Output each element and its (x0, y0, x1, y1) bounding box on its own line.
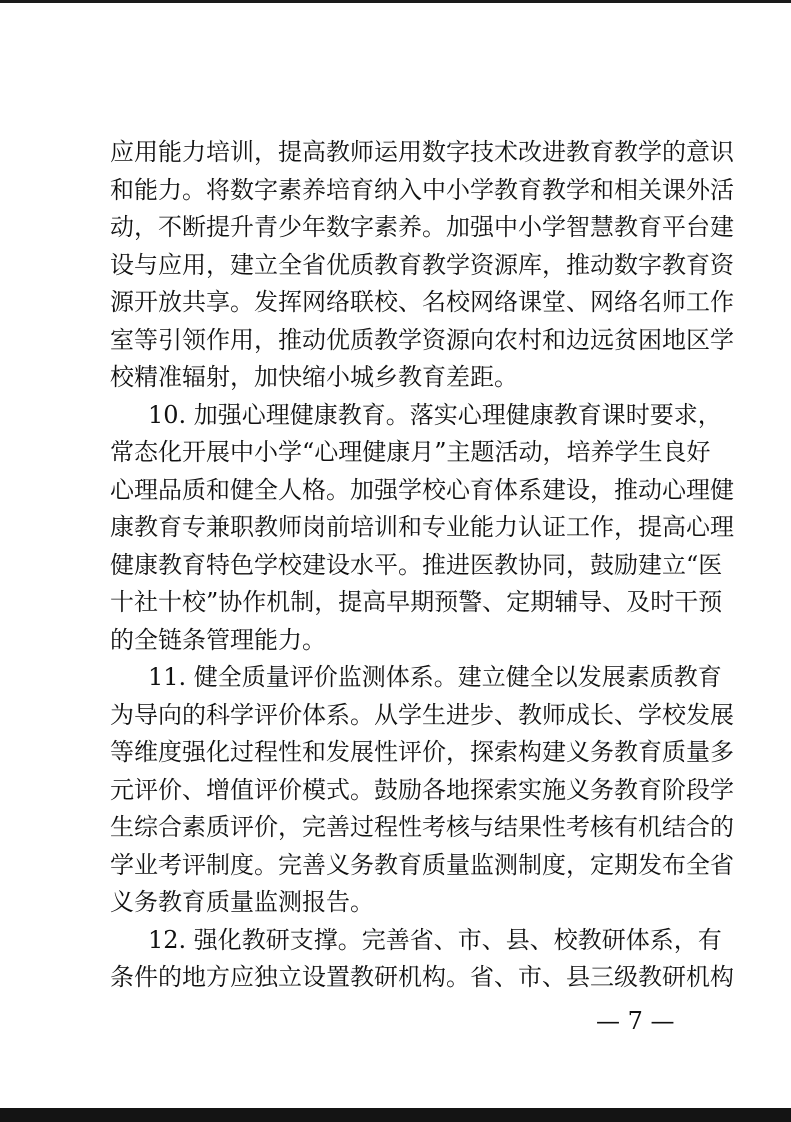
text-line: 心理品质和健全人格。加强学校心育体系建设，推动心理健 (110, 476, 734, 504)
text-line: 常态化开展中小学“心理健康月”主题活动，培养学生良好 (110, 438, 711, 466)
text-line: 等维度强化过程性和发展性评价，探索构建义务教育质量多 (110, 738, 734, 766)
text-line: 和能力。将数字素养培育纳入中小学教育教学和相关课外活 (110, 176, 734, 204)
text-line: 源开放共享。发挥网络联校、名校网络课堂、网络名师工作 (110, 288, 734, 316)
bottom-border-rule (0, 1108, 791, 1122)
text-line: 生综合素质评价，完善过程性考核与结果性考核有机结合的 (110, 813, 734, 841)
text-line: 义务教育质量监测报告。 (110, 888, 374, 916)
text-line: 为导向的科学评价体系。从学生进步、教师成长、学校发展 (110, 701, 734, 729)
text-line: 健康教育特色学校建设水平。推进医教协同，鼓励建立“医 (110, 551, 723, 579)
text-line: 动，不断提升青少年数字素养。加强中小学智慧教育平台建 (110, 213, 734, 241)
text-line: 学业考评制度。完善义务教育质量监测制度，定期发布全省 (110, 851, 734, 879)
text-line: 室等引领作用，推动优质教学资源向农村和边远贫困地区学 (110, 326, 734, 354)
section-heading-line: 10. 加强心理健康教育。落实心理健康教育课时要求， (148, 401, 722, 429)
text-line: 元评价、增值评价模式。鼓励各地探索实施义务教育阶段学 (110, 776, 734, 804)
text-line: 条件的地方应独立设置教研机构。省、市、县三级教研机构 (110, 963, 734, 991)
section-heading-line: 12. 强化教研支撑。完善省、市、县、校教研体系，有 (148, 926, 722, 954)
text-line: 康教育专兼职教师岗前培训和专业能力认证工作，提高心理 (110, 513, 734, 541)
top-border-rule (0, 0, 791, 3)
text-line: 设与应用，建立全省优质教育教学资源库，推动数字教育资 (110, 251, 734, 279)
text-line: 十社十校”协作机制，提高早期预警、定期辅导、及时干预 (110, 588, 723, 616)
text-line: 的全链条管理能力。 (110, 626, 326, 654)
section-heading-line: 11. 健全质量评价监测体系。建立健全以发展素质教育 (148, 663, 722, 691)
page-number: — 7 — (596, 1007, 675, 1035)
text-line: 应用能力培训，提高教师运用数字技术改进教育教学的意识 (110, 138, 734, 166)
text-line: 校精准辐射，加快缩小城乡教育差距。 (110, 363, 518, 391)
